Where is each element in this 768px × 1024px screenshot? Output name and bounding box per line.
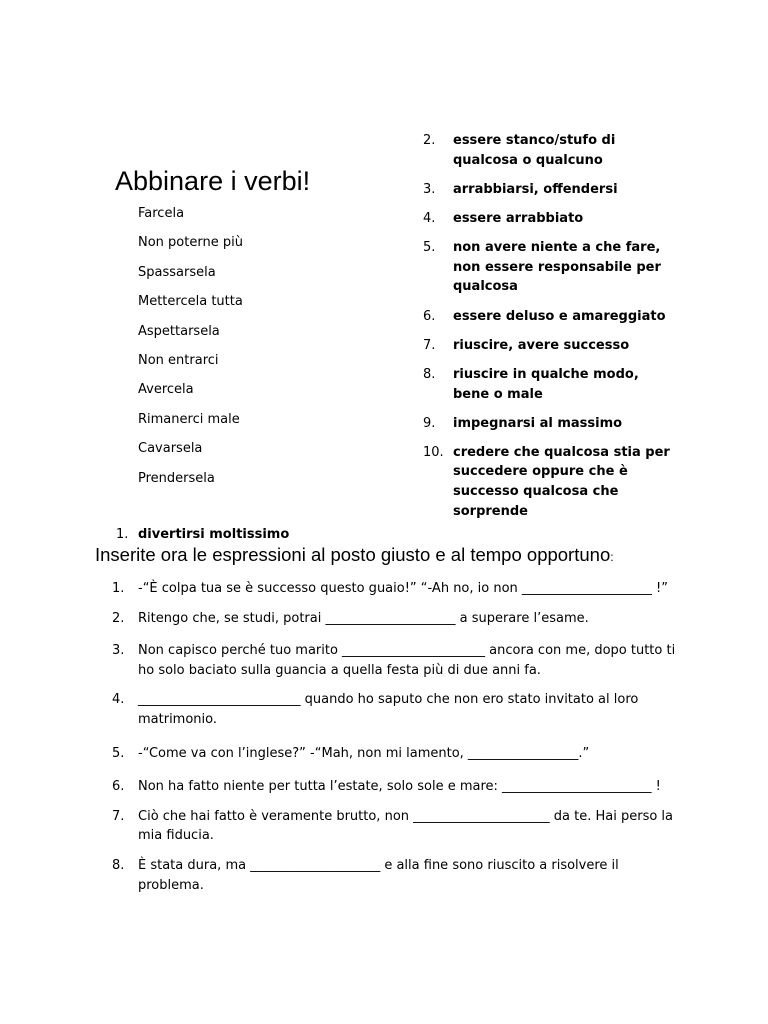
definition-item: [423, 443, 678, 521]
definition-number: 5.: [423, 240, 436, 256]
exercise-number: 7.: [112, 808, 125, 824]
exercise-item: [112, 777, 677, 797]
definition-text: essere stanco/stufo di qualcosa o qualcuno: [453, 133, 616, 168]
definition-number: 10.: [423, 444, 444, 460]
definition-item: [423, 238, 678, 297]
definition-text: essere arrabbiato: [453, 210, 584, 226]
exercise-text: Ciò che hai fatto è veramente brutto, non _____________________ da te. Hai perso la mia fiducia.: [138, 808, 673, 844]
exercise-item: [112, 579, 677, 599]
exercise-item: [112, 641, 677, 680]
exercise-heading-text: Inserite ora le espressioni al posto giusto e al tempo opportuno: [95, 544, 611, 565]
verb-item: Cavarsela: [138, 441, 203, 457]
exercise-number: 3.: [112, 643, 125, 659]
exercise-item: [112, 856, 677, 895]
exercise-text: -“È colpa tua se è successo questo guaio!” “-Ah no, io non ____________________ !”: [138, 581, 668, 596]
definition-number: 7.: [423, 337, 436, 353]
definition-list: [423, 131, 678, 531]
definition-number: 6.: [423, 308, 436, 324]
exercise-text: Non ha fatto niente per tutta l’estate, solo sole e mare: _______________________ !: [138, 779, 661, 795]
verb-item: Spassarsela: [138, 264, 216, 280]
definition-item: [423, 131, 678, 170]
definition-item: [423, 307, 678, 327]
exercise-text: _________________________ quando ho saputo che non ero stato invitato al loro matrimonio.: [138, 692, 639, 727]
definition-text: arrabbiarsi, offendersi: [453, 181, 618, 197]
definition-number: 2.: [423, 133, 436, 148]
exercise-item: [112, 609, 677, 629]
definition-text: credere che qualcosa stia per succedere oppure che è successo qualcosa che sorprende: [453, 444, 670, 519]
exercise-number: 5.: [112, 745, 125, 761]
exercise-number: 4.: [112, 692, 125, 708]
definition-item: [423, 365, 678, 404]
verb-item: Non poterne più: [138, 235, 243, 251]
definition-item: [423, 414, 678, 434]
definition-item-first: [116, 525, 289, 544]
definition-text: non avere niente a che fare, non essere responsabile per qualcosa: [453, 240, 661, 295]
exercise-text: È stata dura, ma ____________________ e alla fine sono riuscito a risolvere il problema.: [138, 857, 619, 893]
definition-number: 8.: [423, 366, 436, 382]
definition-item: [423, 336, 678, 356]
definition-number: 9.: [423, 415, 436, 431]
verb-item: Rimanerci male: [138, 411, 240, 427]
definition-text: divertirsi moltissimo: [138, 527, 290, 542]
verb-item: Farcela: [138, 206, 185, 221]
verb-item: Avercela: [138, 382, 194, 398]
definition-text: essere deluso e amareggiato: [453, 308, 666, 324]
definition-number: 3.: [423, 181, 436, 197]
definition-text: impegnarsi al massimo: [453, 415, 623, 431]
exercise-list: [112, 579, 677, 908]
verb-item: Mettercela tutta: [138, 294, 243, 310]
definition-item: [423, 209, 678, 229]
exercise-heading-colon: :: [610, 550, 614, 564]
exercise-number: 1.: [112, 581, 125, 596]
verb-item: Prendersela: [138, 470, 215, 486]
exercise-text: Ritengo che, se studi, potrai ____________________ a superare l’esame.: [138, 610, 589, 626]
exercise-number: 8.: [112, 857, 125, 873]
exercise-text: Non capisco perché tuo marito ______________________ ancora con me, dopo tutto ti ho solo baciato sulla guancia a quella festa più di due anni fa.: [138, 643, 676, 678]
verb-list: [138, 205, 243, 499]
verb-item: Non entrarci: [138, 352, 219, 368]
exercise-number: 2.: [112, 610, 125, 626]
exercise-heading: [95, 543, 614, 569]
verb-item: Aspettarsela: [138, 323, 220, 339]
definition-number: 1.: [116, 527, 129, 542]
definition-number: 4.: [423, 210, 436, 226]
exercise-item: [112, 807, 677, 846]
page-title: Abbinare i verbi!: [115, 166, 311, 196]
definition-text: riuscire, avere successo: [453, 337, 630, 353]
exercise-text: -“Come va con l’inglese?” -“Mah, non mi lamento, _________________.”: [138, 745, 590, 761]
exercise-item: [112, 744, 677, 764]
definition-text: riuscire in qualche modo, bene o male: [453, 366, 639, 402]
exercise-number: 6.: [112, 779, 125, 795]
exercise-item: [112, 690, 677, 729]
definition-item: [423, 180, 678, 200]
